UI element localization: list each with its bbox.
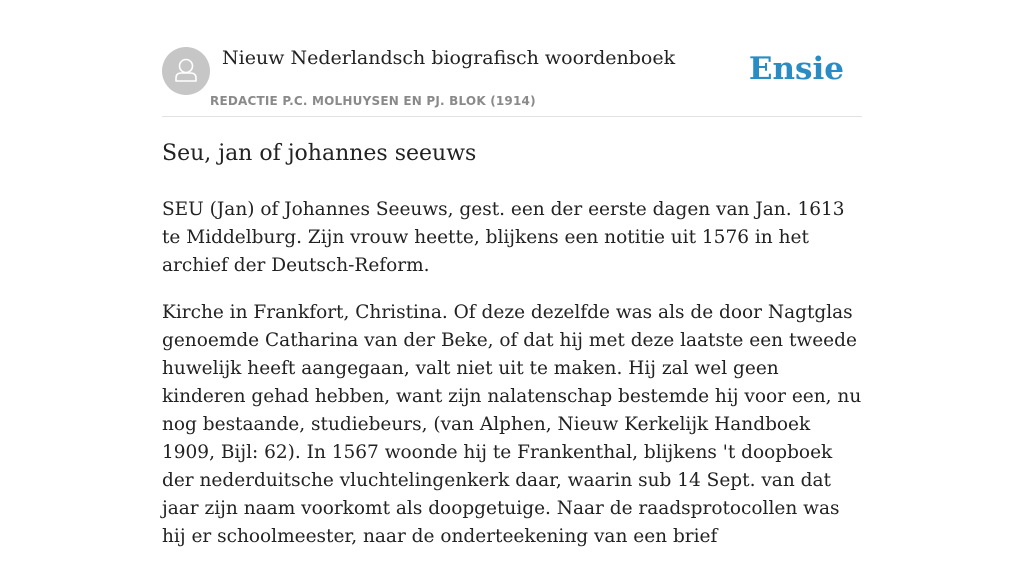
source-title[interactable]: Nieuw Nederlandsch biografisch woordenboek xyxy=(222,47,676,69)
source-avatar[interactable] xyxy=(162,47,210,95)
article xyxy=(162,138,864,570)
article-paragraph: SEU (Jan) of Johannes Seeuws, gest. een der eerste dagen van Jan. 1613 te Middelburg. Zijn vrouw heette, blijkens een notitie uit 1576 in het archief der Deutsch-Reform. xyxy=(162,199,845,276)
brand-logo[interactable]: Ensie xyxy=(748,51,844,87)
source-editors: REDACTIE P.C. MOLHUYSEN EN PJ. BLOK (1914) xyxy=(210,94,536,108)
article-title: Seu, jan of johannes seeuws xyxy=(162,141,477,166)
user-icon xyxy=(162,47,210,95)
source-header xyxy=(162,46,862,117)
article-paragraph: Kirche in Frankfort, Christina. Of deze dezelfde was als de door Nagtglas genoemde Catharina van der Beke, of dat hij met deze laatste een tweede huwelijk heeft aangegaan, valt niet uit te maken. Hij zal wel geen kinderen gehad hebben, want zijn nalatenschap bestemde hij voor een, nu nog bestaande, studiebeurs, (van Alphen, Nieuw Kerkelijk Handboek 1909, Bijl: 62). In 1567 woonde hij te Frankenthal, blijkens 't doopboek der nederduitsche vluchtelingenkerk daar, waarin sub 14 Sept. van dat jaar zijn naam voorkomt als doopgetuige. Naar de raadsprotocollen was hij er schoolmeester, naar de onderteekening van een brief xyxy=(162,302,862,547)
